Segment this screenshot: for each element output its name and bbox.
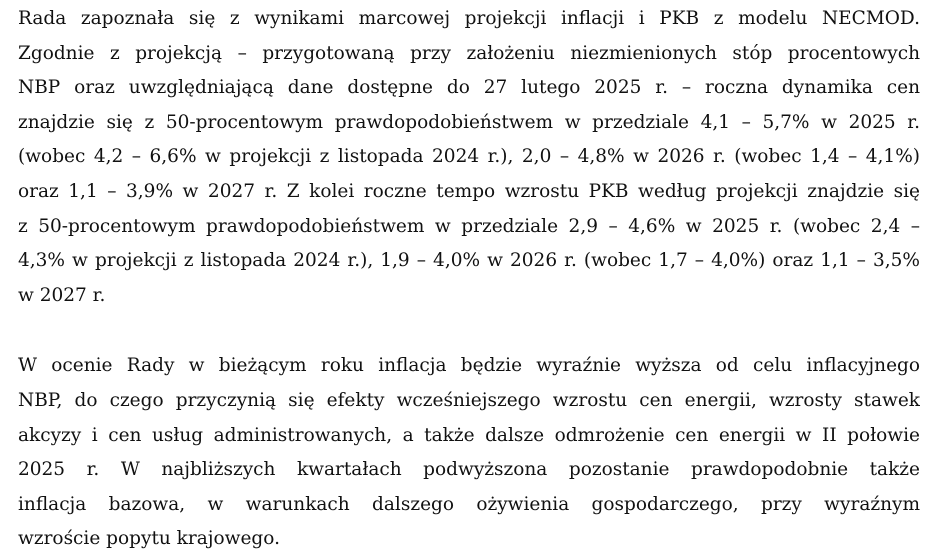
paragraph-gap — [18, 313, 920, 349]
text-line: w 2027 r. — [18, 284, 106, 306]
text-line: (wobec 4,2 – 6,6% w projekcji z listopada 2024 r.), 2,0 – 4,8% w 2026 r. (wobec 1,4 – 4,1%) — [18, 146, 920, 168]
paragraph-projection — [18, 2, 920, 313]
text-line: Zgodnie z projekcją – przygotowaną przy założeniu niezmienionych stóp procentowych — [18, 42, 920, 64]
text-line: oraz 1,1 – 3,9% w 2027 r. Z kolei roczne tempo wzrostu PKB według projekcji znajdzie się — [18, 180, 920, 202]
text-line: inflacja bazowa, w warunkach dalszego ożywienia gospodarczego, przy wyraźnym — [18, 493, 920, 515]
text-line: W ocenie Rady w bieżącym roku inflacja będzie wyraźnie wyższa od celu inflacyjnego — [18, 355, 920, 377]
text-line: 2025 r. W najbliższych kwartałach podwyższona pozostanie prawdopodobnie także — [18, 459, 920, 481]
text-line: akcyzy i cen usług administrowanych, a także dalsze odmrożenie cen energii w II połowie — [18, 424, 920, 446]
paragraph-inflation-assessment — [18, 349, 920, 557]
text-line: wzroście popytu krajowego. — [18, 528, 280, 550]
text-line: znajdzie się z 50-procentowym prawdopodobieństwem w przedziale 4,1 – 5,7% w 2025 r. — [18, 111, 920, 133]
text-line: 4,3% w projekcji z listopada 2024 r.), 1,9 – 4,0% w 2026 r. (wobec 1,7 – 4,0%) oraz 1,1 – 3,5% — [18, 250, 920, 272]
document-body — [18, 2, 920, 557]
text-line: NBP, do czego przyczynią się efekty wcześniejszego wzrostu cen energii, wzrosty stawek — [18, 389, 920, 411]
text-line: NBP oraz uwzględniającą dane dostępne do 27 lutego 2025 r. – roczna dynamika cen — [18, 77, 920, 99]
text-line: z 50-procentowym prawdopodobieństwem w przedziale 2,9 – 4,6% w 2025 r. (wobec 2,4 – — [18, 215, 920, 237]
text-line: Rada zapoznała się z wynikami marcowej projekcji inflacji i PKB z modelu NECMOD. — [18, 8, 920, 29]
